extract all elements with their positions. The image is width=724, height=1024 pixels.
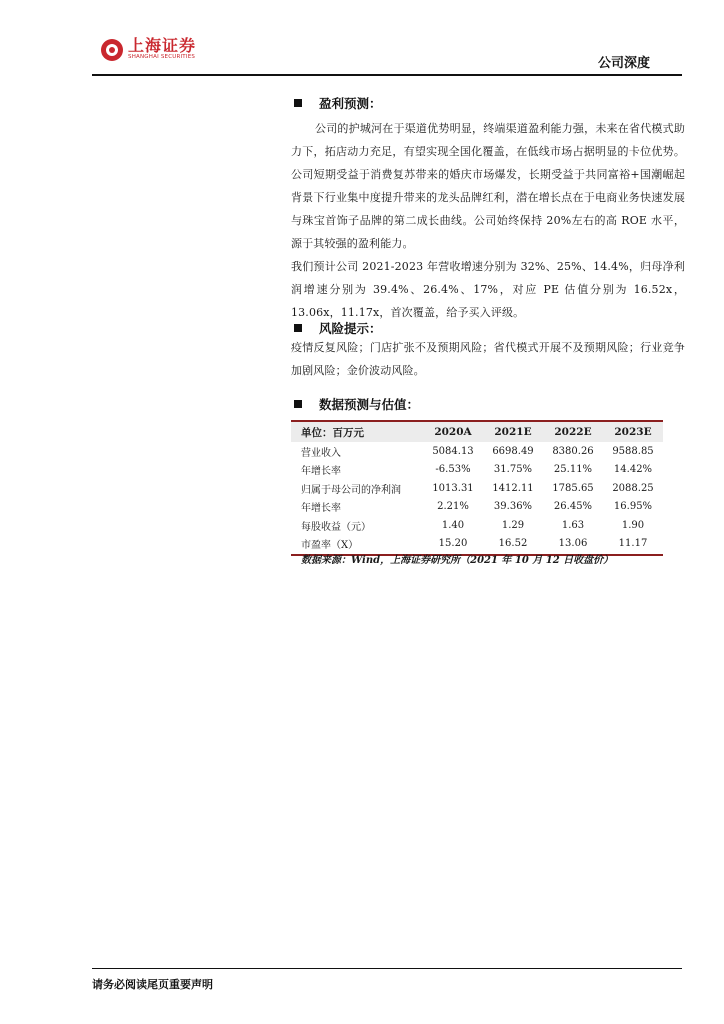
table-row	[291, 479, 663, 498]
row-label: 营业收入	[301, 447, 341, 459]
table-cell: 9588.85	[612, 445, 654, 457]
table-unit-label: 单位：百万元	[301, 426, 364, 439]
profit-forecast-paragraph-2: 我们预计公司 2021-2023 年营收增速分别为 32%、25%、14.4%，归母净利润增速分别为 39.4%、26.4%、17%，对应 PE 估值分别为 16.52x，13.06x，11.17x，首次覆盖，给予买入评级。	[291, 260, 685, 319]
section-title: 数据预测与估值：	[319, 397, 420, 412]
column-header: 2020A	[434, 426, 472, 438]
table-cell: 26.45%	[553, 501, 593, 513]
brand-logo	[101, 38, 196, 61]
table-cell: 2088.25	[612, 482, 654, 494]
table-cell: 1.40	[441, 519, 465, 531]
data-source-note: 数据来源：Wind，上海证券研究所（2021 年 10 月 12 日收盘价）	[301, 555, 614, 566]
table-cell: 16.52	[498, 538, 528, 550]
table-cell: 1785.65	[552, 482, 594, 494]
column-header: 2022E	[554, 426, 592, 438]
table-cell: 13.06	[558, 538, 588, 550]
page-header	[0, 0, 724, 80]
table-cell: 1.90	[621, 519, 645, 531]
row-label: 年增长率	[301, 466, 341, 478]
table-row	[291, 442, 663, 461]
square-bullet-icon	[294, 324, 302, 332]
section-title: 风险提示：	[319, 321, 382, 336]
profit-forecast-paragraph-1: 公司的护城河在于渠道优势明显，终端渠道盈利能力强，未来在省代模式助力下，拓店动力充足，有望实现全国化覆盖，在低线市场占据明显的卡位优势。公司短期受益于消费复苏带来的婚庆市场爆发，长期受益于共同富裕+国潮崛起背景下行业集中度提升带来的龙头品牌红利，潜在增长点在于电商业务快速发展与珠宝首饰子品牌的第二成长曲线。公司始终保持 20%左右的高 ROE 水平，源于其较强的盈利能力。	[291, 122, 685, 250]
table-cell: 1.63	[561, 519, 585, 531]
row-label: 归属于母公司的净利润	[301, 484, 401, 496]
table-cell: 2.21%	[437, 501, 469, 513]
section-heading-forecast-valuation	[291, 393, 419, 415]
row-label: 市盈率（X）	[301, 540, 359, 552]
table-cell: 8380.26	[552, 445, 594, 457]
table-row	[291, 461, 663, 480]
row-label: 每股收益（元）	[301, 521, 371, 533]
table-cell: 1013.31	[432, 482, 474, 494]
table-cell: 14.42%	[613, 464, 653, 476]
risk-paragraph: 疫情反复风险；门店扩张不及预期风险；省代模式开展不及预期风险；行业竞争加剧风险；金价波动风险。	[291, 341, 685, 377]
table-cell: 31.75%	[493, 464, 533, 476]
table-header-row	[291, 422, 663, 442]
brand-name-en: SHANGHAI SECURITIES	[128, 54, 196, 60]
brand-text	[128, 38, 196, 61]
table-cell: 39.36%	[493, 501, 533, 513]
column-header: 2023E	[614, 426, 652, 438]
section-title: 盈利预测：	[319, 96, 382, 111]
square-bullet-icon	[294, 400, 302, 408]
forecast-table	[291, 420, 663, 556]
table-row	[291, 498, 663, 517]
table-cell: 25.11%	[553, 464, 593, 476]
document-type: 公司深度	[597, 56, 650, 71]
table-cell: 11.17	[618, 538, 648, 550]
brand-name-cn: 上海证券	[128, 36, 197, 55]
table-cell: 16.95%	[613, 501, 653, 513]
table-cell: 15.20	[438, 538, 468, 550]
table-cell: 6698.49	[492, 445, 534, 457]
section-heading-profit-forecast	[291, 92, 382, 114]
header-divider	[92, 74, 682, 76]
table-row	[291, 516, 663, 535]
square-bullet-icon	[294, 99, 302, 107]
column-header: 2021E	[494, 426, 532, 438]
row-label: 年增长率	[301, 503, 341, 515]
table-cell: 1412.11	[492, 482, 534, 494]
table-cell: 5084.13	[432, 445, 474, 457]
table-cell: -6.53%	[435, 464, 471, 476]
footer-disclaimer: 请务必阅读尾页重要声明	[92, 978, 213, 991]
table-cell: 1.29	[501, 519, 525, 531]
shanghai-securities-logo-icon	[101, 39, 123, 61]
footer-divider	[92, 968, 682, 969]
